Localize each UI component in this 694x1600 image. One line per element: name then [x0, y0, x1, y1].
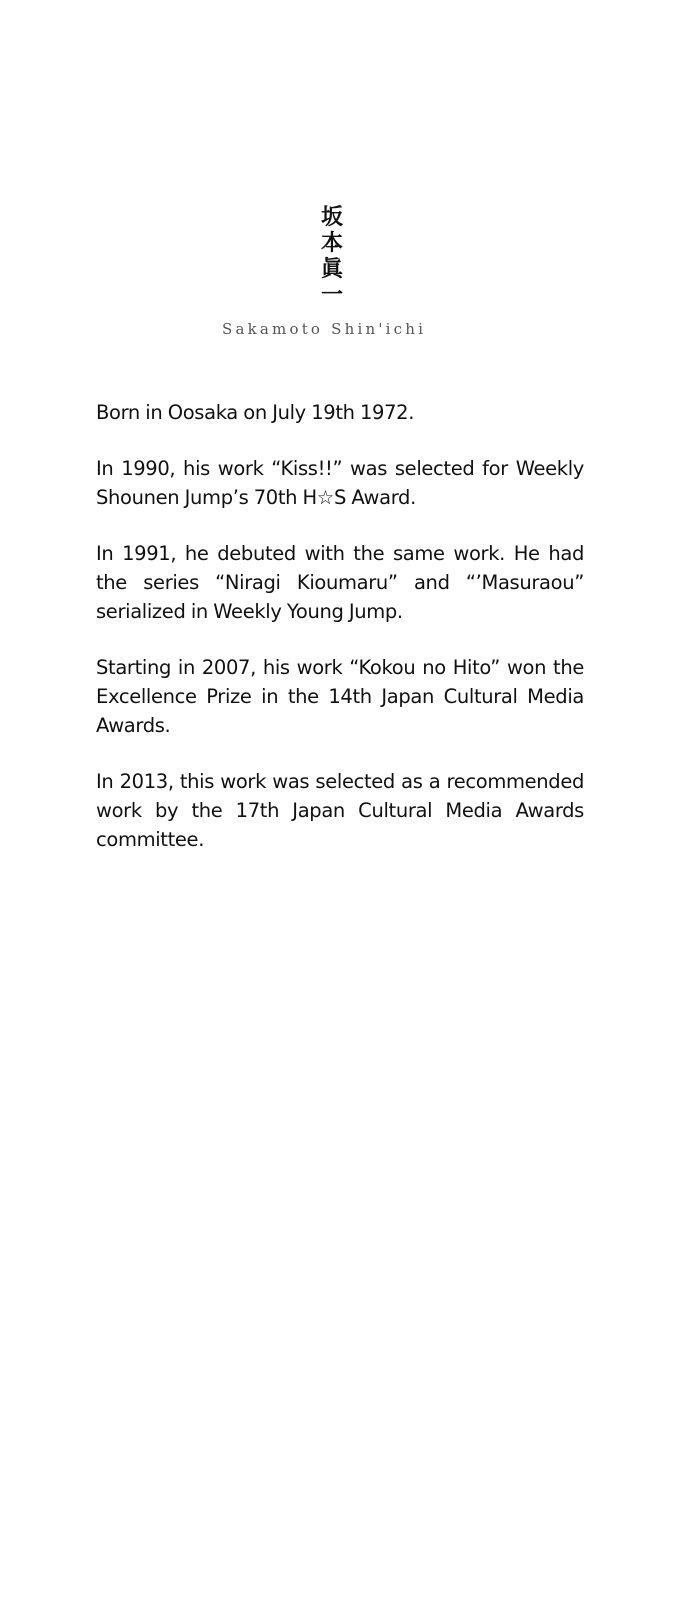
author-name-kanji: [318, 204, 346, 308]
bio-paragraph-1991: In 1991, he debuted with the same work. He had the series “Niragi Kioumaru” and “’Masuraou” serialized in Weekly Young Jump.: [96, 542, 584, 623]
author-name-kanji-char: 本: [320, 230, 343, 256]
author-name-kanji-char: 坂: [320, 204, 343, 230]
author-name-kanji-char: 一: [320, 282, 343, 308]
author-bio: [96, 398, 584, 881]
bio-paragraph-birth: Born in Oosaka on July 19th 1972.: [96, 401, 415, 424]
bio-paragraph-1990: In 1990, his work “Kiss!!” was selected for Weekly Shounen Jump’s 70th H☆S Award.: [96, 457, 584, 509]
author-name-kanji-char: 眞: [320, 256, 343, 282]
author-name-romaji: Sakamoto Shin'ichi: [222, 320, 427, 338]
bio-paragraph-2007: Starting in 2007, his work “Kokou no Hito” won the Excellence Prize in the 14th Japan Cultural Media Awards.: [96, 656, 584, 737]
bio-paragraph-2013: In 2013, this work was selected as a recommended work by the 17th Japan Cultural Media Awards committee.: [96, 770, 584, 851]
